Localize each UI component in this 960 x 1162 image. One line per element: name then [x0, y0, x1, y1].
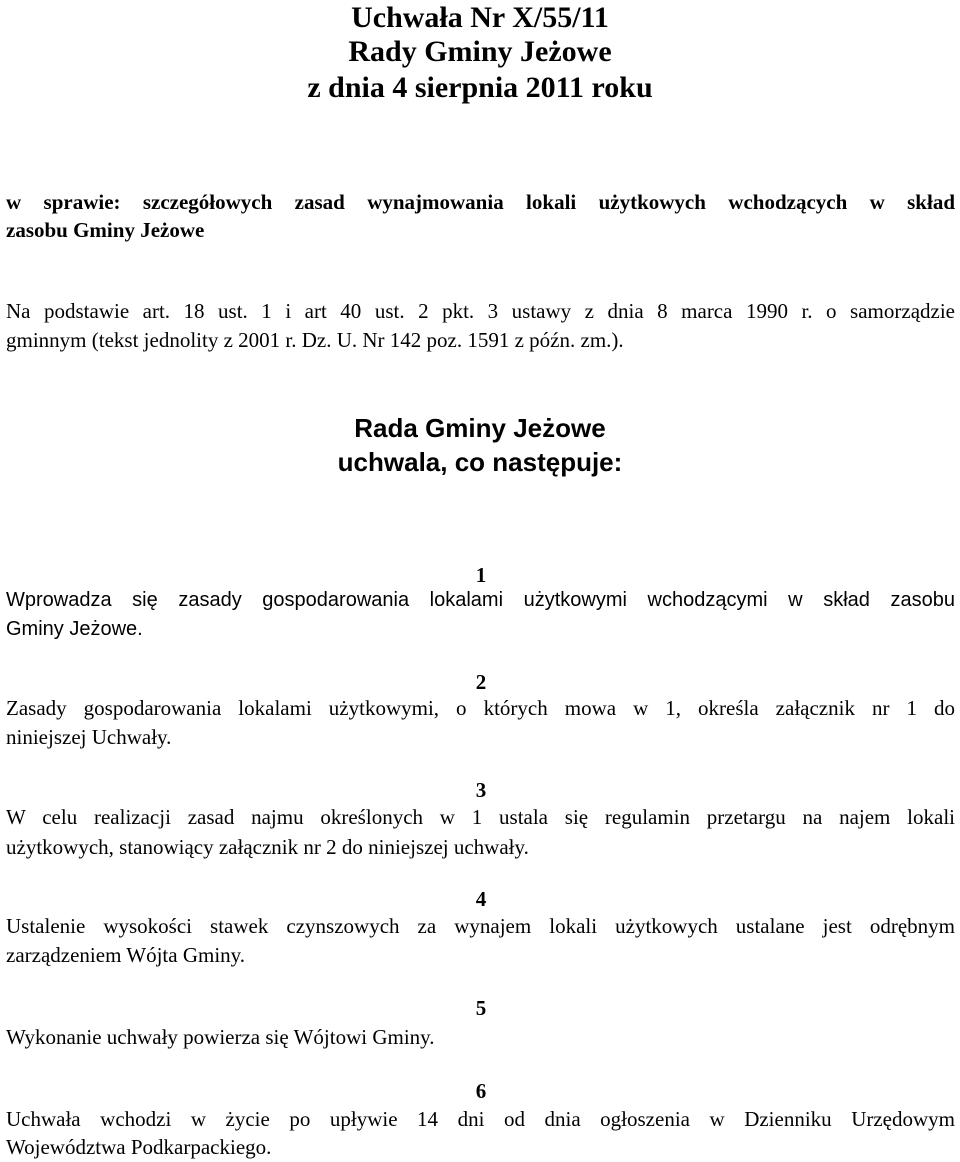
section-number-5: 5	[475, 996, 487, 1020]
council-heading: Rada Gminy Jeżowe	[354, 413, 606, 443]
section-number-1: 1	[475, 563, 487, 587]
council-name: Rady Gminy Jeżowe	[348, 35, 612, 68]
legal-basis-line-1: Na podstawie art. 18 ust. 1 i art 40 ust. 2 pkt. 3 ustawy z dnia 8 marca 1990 r. o samorządzie	[6, 299, 955, 323]
subject-line-1: w sprawie: szczegółowych zasad wynajmowania lokali użytkowych wchodzących w skład	[6, 190, 955, 214]
legal-basis-line-2: gminnym (tekst jednolity z 2001 r. Dz. U. Nr 142 poz. 1591 z późn. zm.).	[6, 328, 624, 352]
section-number-6: 6	[475, 1079, 487, 1103]
section-1-line-1: Wprowadza się zasady gospodarowania lokalami użytkowymi wchodzącymi w skład zasobu	[6, 589, 955, 611]
subject-line-2: zasobu Gminy Jeżowe	[6, 218, 205, 242]
section-number-3: 3	[475, 778, 487, 802]
section-6-line-2: Województwa Podkarpackiego.	[6, 1135, 272, 1159]
section-4-line-2: zarządzeniem Wójta Gminy.	[6, 943, 246, 967]
resolves-heading: uchwala, co następuje:	[337, 447, 623, 477]
section-2-line-1: Zasady gospodarowania lokalami użytkowymi, o których mowa w 1, określa załącznik nr 1 do	[6, 696, 955, 720]
section-1-line-2: Gminy Jeżowe.	[6, 618, 143, 640]
resolution-date: z dnia 4 sierpnia 2011 roku	[307, 71, 653, 104]
section-6-line-1: Uchwała wchodzi w życie po upływie 14 dni od dnia ogłoszenia w Dzienniku Urzędowym	[6, 1107, 955, 1131]
section-5-line-1: Wykonanie uchwały powierza się Wójtowi Gminy.	[6, 1025, 435, 1049]
section-2-line-2: niniejszej Uchwały.	[6, 725, 172, 749]
section-number-2: 2	[475, 670, 487, 694]
resolution-number: Uchwała Nr X/55/11	[351, 1, 609, 34]
section-number-4: 4	[475, 887, 487, 911]
section-4-line-1: Ustalenie wysokości stawek czynszowych za wynajem lokali użytkowych ustalane jest odrębnym	[6, 914, 955, 938]
section-3-line-1: W celu realizacji zasad najmu określonych w 1 ustala się regulamin przetargu na najem lokali	[6, 805, 955, 829]
section-3-line-2: użytkowych, stanowiący załącznik nr 2 do niniejszej uchwały.	[6, 835, 529, 859]
